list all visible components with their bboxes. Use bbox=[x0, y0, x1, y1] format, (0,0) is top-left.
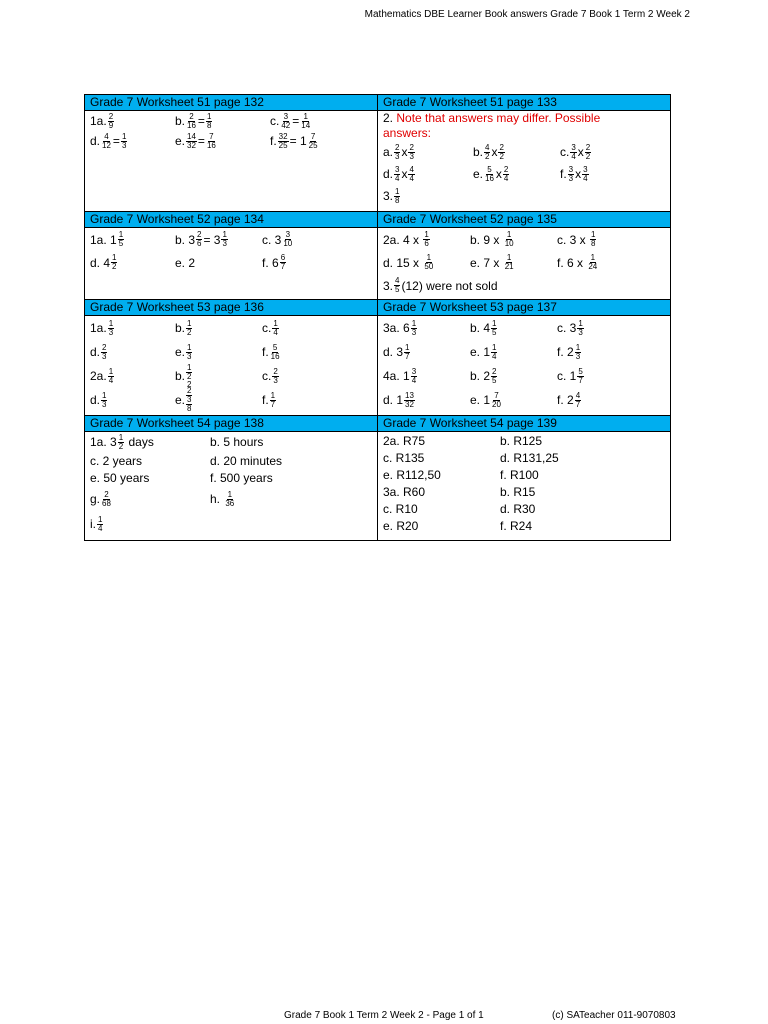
answer-52-3: 3. $\frac{4}{5}$ (12) were not sold bbox=[383, 276, 498, 294]
answer-53-4d: d. 1 $\frac{13}{32}$ bbox=[383, 390, 414, 409]
answer-53-4a: 4a. 1 $\frac{3}{4}$ bbox=[383, 366, 417, 385]
page-header: Mathematics DBE Learner Book answers Grade 7 Book 1 Term 2 Week 2 bbox=[364, 9, 690, 20]
section-title-53-137: Grade 7 Worksheet 53 page 137 bbox=[378, 300, 671, 316]
answer-53-2c: c. $\frac{2}{3}$ bbox=[262, 366, 278, 385]
answer-52-c: c. 3 $\frac{3}{10}$ bbox=[262, 230, 293, 248]
answer-54-c: c. 2 years bbox=[90, 453, 143, 468]
answer-53-4b: b. 2 $\frac{2}{5}$ bbox=[470, 366, 497, 385]
answer-54-2c: c. R135 bbox=[383, 450, 425, 465]
answer-51-3: 3. $\frac{1}{8}$ bbox=[383, 186, 400, 205]
answer-52-2b: b. 9 x $\frac{1}{10}$ bbox=[470, 230, 514, 248]
answer-51-e: e. $\frac{14}{32}$ = $\frac{7}{16}$ bbox=[175, 131, 216, 150]
answer-53-4f: f. 2 $\frac{4}{7}$ bbox=[557, 390, 581, 409]
answer-54-2b: b. R125 bbox=[500, 433, 543, 448]
answer-51-2f: f. $\frac{3}{3}$ x $\frac{3}{4}$ bbox=[560, 164, 588, 183]
answer-53-1c: c. $\frac{1}{4}$ bbox=[262, 318, 278, 337]
copyright-footer: (c) SATeacher 011-9070803 bbox=[552, 1010, 676, 1021]
answer-54-3f: f. R24 bbox=[500, 518, 533, 533]
answer-54-3b: b. R15 bbox=[500, 484, 536, 499]
answer-53-2d: d. $\frac{1}{3}$ bbox=[90, 390, 107, 409]
answer-53-1a: 1a. $\frac{1}{3}$ bbox=[90, 318, 114, 337]
answer-52-2c: c. 3 x $\frac{1}{8}$ bbox=[557, 230, 596, 248]
answer-53-1e: e. $\frac{1}{3}$ bbox=[175, 342, 192, 361]
answer-53-3b: b. 4 $\frac{1}{5}$ bbox=[470, 318, 497, 337]
answer-54-f: f. 500 years bbox=[210, 470, 273, 485]
answer-53-4c: c. 1 $\frac{5}{7}$ bbox=[557, 366, 583, 385]
answers-52-134 bbox=[85, 228, 378, 300]
answer-51-2a: a. $\frac{2}{3}$ x $\frac{2}{3}$ bbox=[383, 142, 414, 161]
section-title-52-135: Grade 7 Worksheet 52 page 135 bbox=[378, 212, 671, 228]
answers-53-137 bbox=[378, 316, 671, 416]
answers-51-132 bbox=[85, 111, 378, 212]
answer-54-3d: d. R30 bbox=[500, 501, 536, 516]
answer-54-2f: f. R100 bbox=[500, 467, 539, 482]
section-title-53-136: Grade 7 Worksheet 53 page 136 bbox=[85, 300, 378, 316]
answer-54-1a: 1a. 3 $\frac{1}{2}$ days bbox=[90, 432, 154, 451]
answer-53-2f: f. $\frac{1}{7}$ bbox=[262, 390, 276, 409]
answer-53-1d: d. $\frac{2}{3}$ bbox=[90, 342, 107, 361]
answer-52-2d: d. 15 x $\frac{1}{50}$ bbox=[383, 253, 434, 271]
answers-table bbox=[84, 94, 671, 541]
answers-54-138 bbox=[85, 432, 378, 541]
answer-54-3a: 3a. R60 bbox=[383, 484, 426, 499]
answer-51-2e: e. $\frac{5}{16}$ x $\frac{2}{4}$ bbox=[473, 164, 509, 183]
answer-51-2c: c. $\frac{3}{4}$ x $\frac{2}{2}$ bbox=[560, 142, 591, 161]
answer-53-3a: 3a. 6 $\frac{1}{3}$ bbox=[383, 318, 417, 337]
answer-52-2e: e. 7 x $\frac{1}{21}$ bbox=[470, 253, 514, 271]
answer-54-3e: e. R20 bbox=[383, 518, 419, 533]
answer-53-2a: 2a. $\frac{1}{4}$ bbox=[90, 366, 114, 385]
section-title-54-139: Grade 7 Worksheet 54 page 139 bbox=[378, 416, 671, 432]
answer-52-d: d. 4 $\frac{1}{2}$ bbox=[90, 253, 117, 271]
answer-52-1a: 1a. 1 $\frac{1}{5}$ bbox=[90, 230, 124, 248]
answer-51-2d: d. $\frac{3}{4}$ x $\frac{4}{4}$ bbox=[383, 164, 414, 183]
answers-53-136 bbox=[85, 316, 378, 416]
answer-53-3f: f. 2 $\frac{1}{3}$ bbox=[557, 342, 581, 361]
page-footer: Grade 7 Book 1 Term 2 Week 2 - Page 1 of 1 bbox=[284, 1010, 484, 1021]
section-title-51-132: Grade 7 Worksheet 51 page 132 bbox=[85, 95, 378, 111]
answer-54-i: i. $\frac{1}{4}$ bbox=[90, 514, 103, 533]
answer-52-e: e. 2 bbox=[175, 255, 196, 270]
answer-52-2f: f. 6 x $\frac{1}{24}$ bbox=[557, 253, 598, 271]
answer-54-2a: 2a. R75 bbox=[383, 433, 426, 448]
answer-51-2b: b. $\frac{4}{2}$ x $\frac{2}{2}$ bbox=[473, 142, 504, 161]
answer-53-4e: e. 1 $\frac{7}{20}$ bbox=[470, 390, 501, 409]
answer-54-g: g. $\frac{2}{68}$ bbox=[90, 489, 111, 508]
answer-53-3e: e. 1 $\frac{1}{4}$ bbox=[470, 342, 497, 361]
answer-53-2b: b. 1 2 2 bbox=[175, 362, 192, 389]
answer-54-2d: d. R131,25 bbox=[500, 450, 559, 465]
answer-52-f: f. 6 $\frac{6}{7}$ bbox=[262, 253, 286, 271]
answer-54-h: h. $\frac{1}{36}$ bbox=[210, 489, 235, 508]
answer-51-1a: 1a. $\frac{2}{9}$ bbox=[90, 111, 114, 130]
answer-54-2e: e. R112,50 bbox=[383, 467, 441, 482]
section-title-54-138: Grade 7 Worksheet 54 page 138 bbox=[85, 416, 378, 432]
answer-51-2-note-cont: answers: bbox=[383, 126, 432, 140]
answer-53-1b: b. $\frac{1}{2}$ bbox=[175, 318, 192, 337]
answer-54-b: b. 5 hours bbox=[210, 435, 264, 449]
answer-51-b: b. $\frac{2}{16}$ = $\frac{1}{8}$ bbox=[175, 111, 212, 130]
answer-54-d: d. 20 minutes bbox=[210, 453, 283, 468]
answer-54-3c: c. R10 bbox=[383, 501, 418, 516]
answers-54-139 bbox=[378, 432, 671, 541]
section-title-51-133: Grade 7 Worksheet 51 page 133 bbox=[378, 95, 671, 111]
answer-51-2-note: 2. Note that answers may differ. Possible bbox=[383, 111, 601, 125]
answer-51-c: c. $\frac{3}{42}$ = $\frac{1}{14}$ bbox=[270, 111, 311, 130]
section-title-52-134: Grade 7 Worksheet 52 page 134 bbox=[85, 212, 378, 228]
answer-51-f: f. $\frac{32}{25}$ = 1 $\frac{7}{25}$ bbox=[270, 131, 318, 150]
answer-53-3c: c. 3 $\frac{1}{3}$ bbox=[557, 318, 583, 337]
answer-54-e: e. 50 years bbox=[90, 470, 150, 485]
answer-52-b: b. 3 $\frac{2}{6}$ = 3 $\frac{1}{3}$ bbox=[175, 230, 227, 248]
answers-51-133 bbox=[378, 111, 671, 212]
answer-53-1f: f. $\frac{5}{16}$ bbox=[262, 342, 280, 361]
answers-52-135 bbox=[378, 228, 671, 300]
answer-51-d: d. $\frac{4}{12}$ = $\frac{1}{3}$ bbox=[90, 131, 127, 150]
answer-52-2a: 2a. 4 x $\frac{1}{6}$ bbox=[383, 230, 429, 248]
answer-53-3d: d. 3 $\frac{1}{7}$ bbox=[383, 342, 410, 361]
answer-53-2e: e. 2 3 8 bbox=[175, 386, 192, 413]
